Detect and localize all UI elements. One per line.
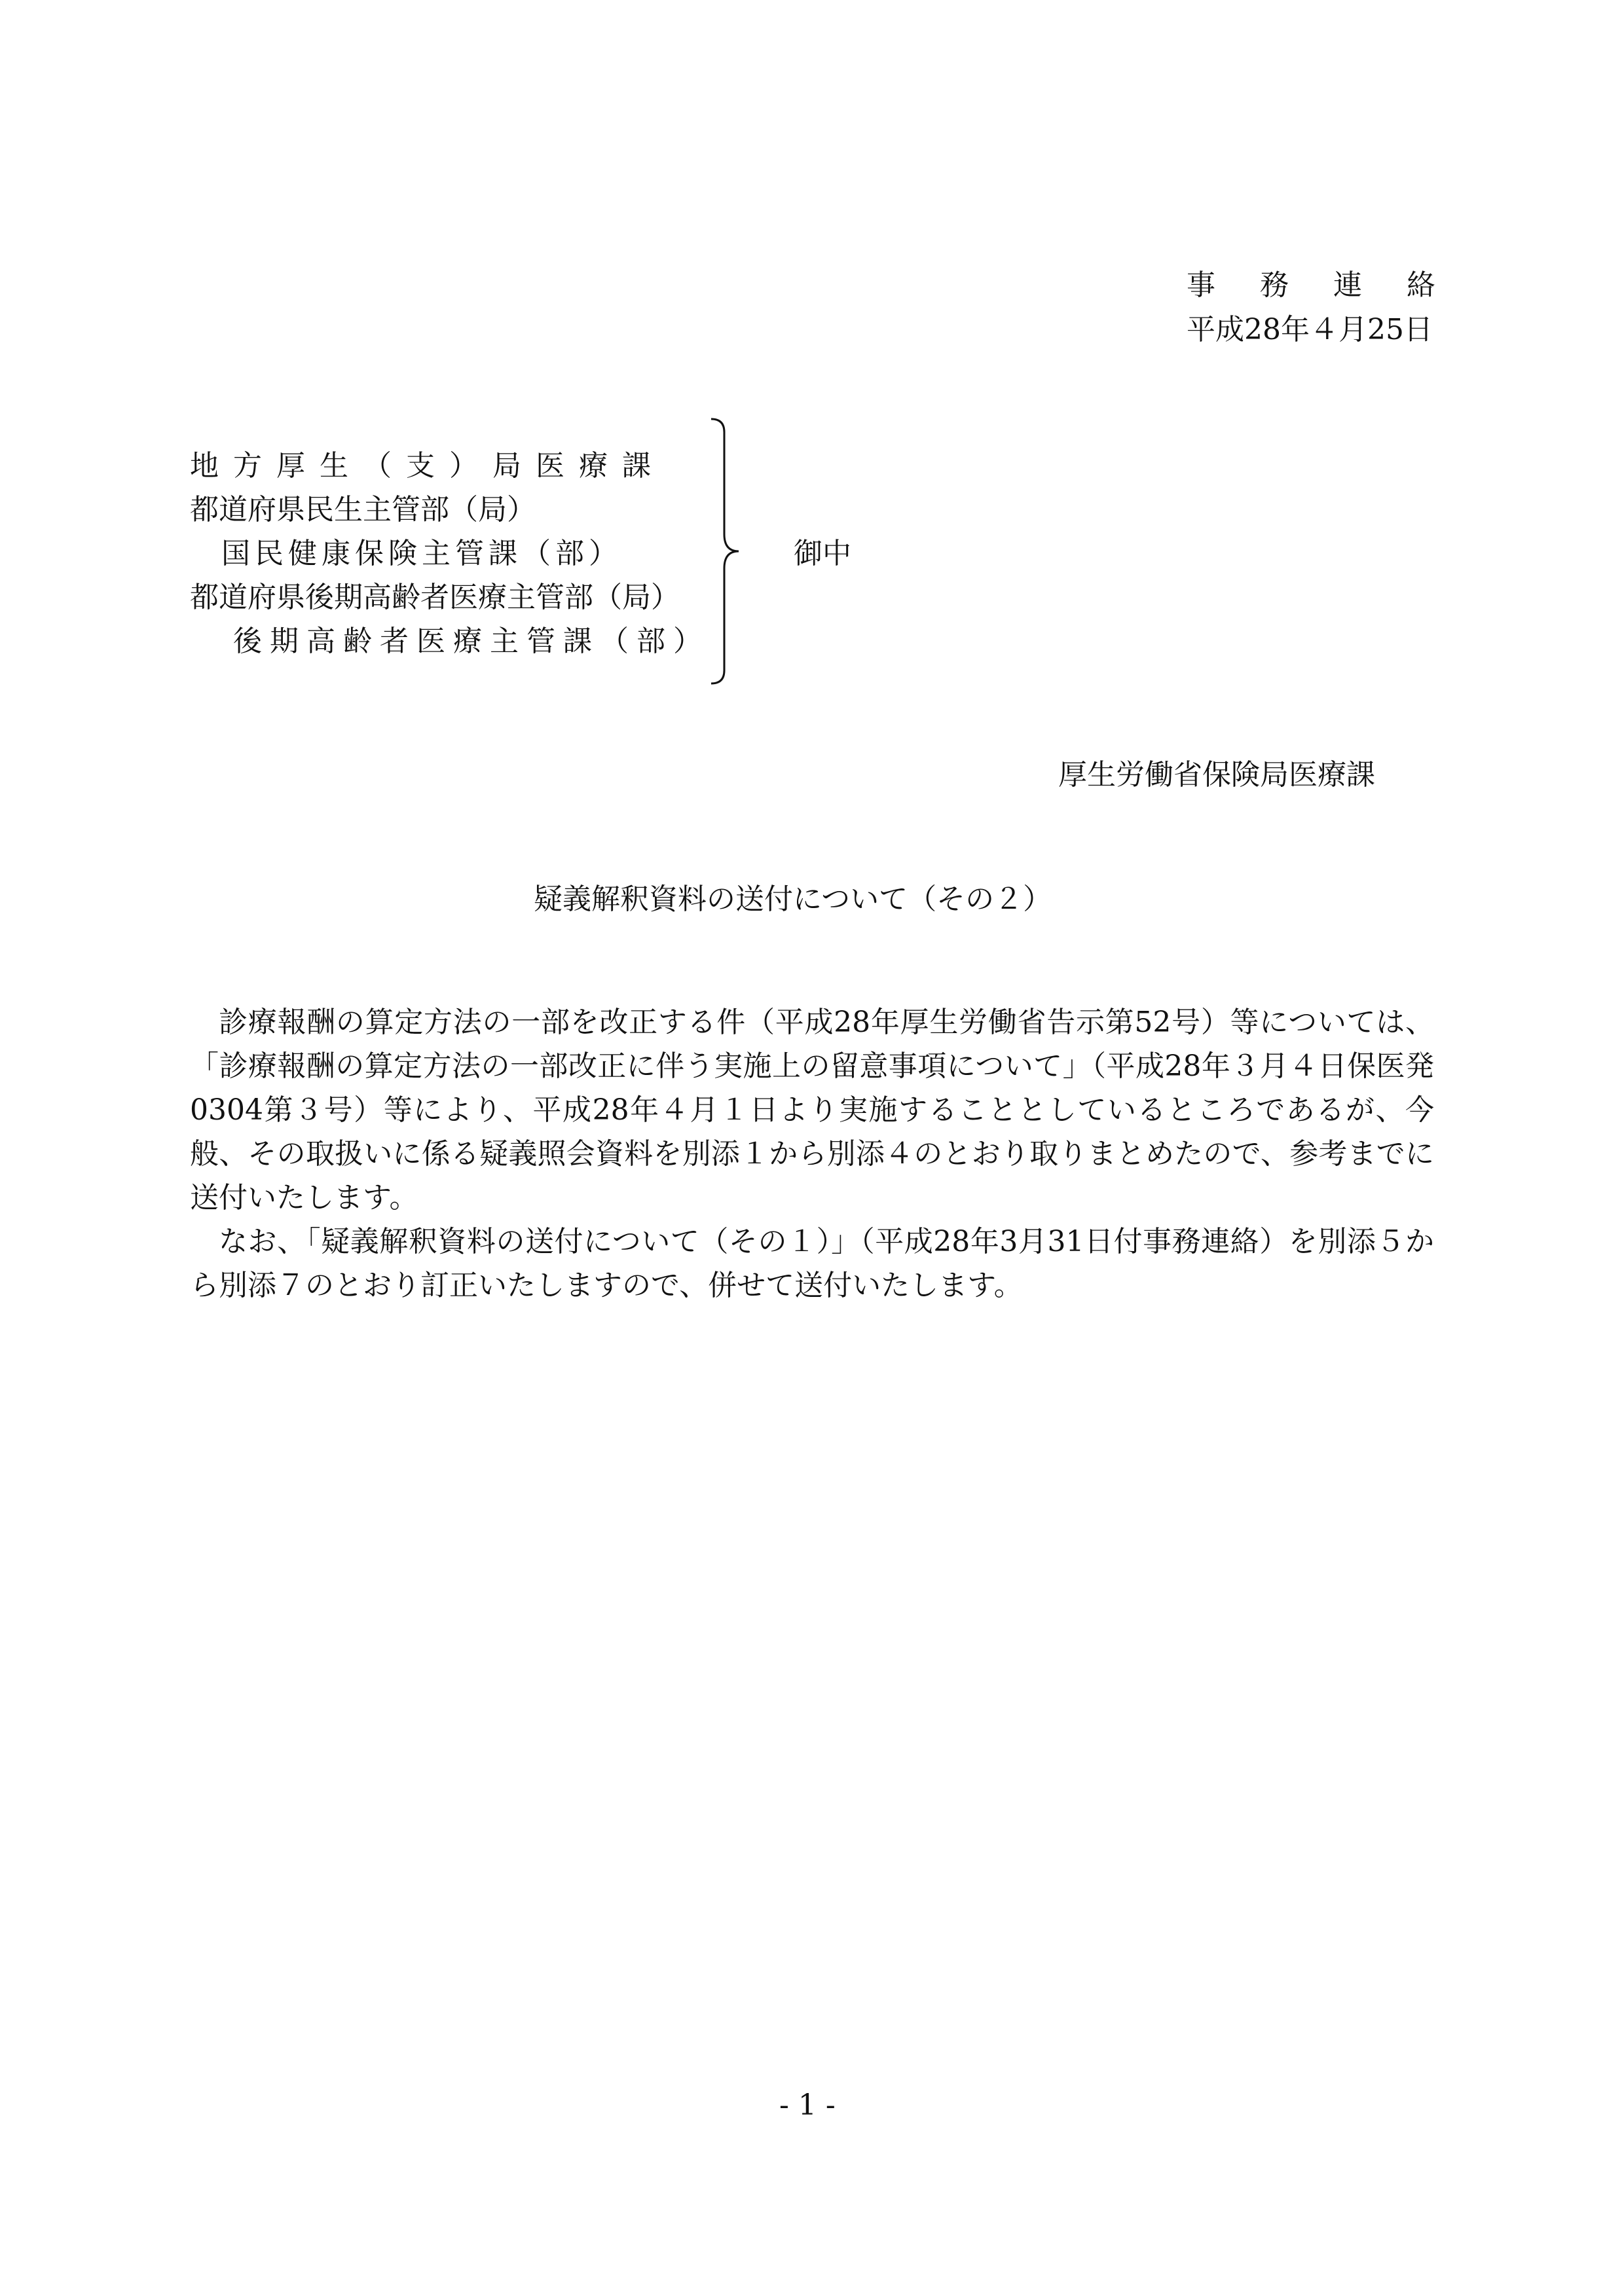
salutation: 御中 <box>794 537 851 570</box>
document-date: 平成28年４月25日 <box>1187 313 1433 346</box>
recipient-line: 後期高齢者医療主管課（部） <box>233 625 710 658</box>
recipient-line: 国民健康保険主管課（部） <box>221 537 622 570</box>
document-type-heading <box>1187 262 1435 309</box>
document-subject: 疑義解釈資料の送付について（その２） <box>534 883 1052 916</box>
right-curly-brace <box>707 416 747 686</box>
document-type-char: 連 <box>1333 268 1362 302</box>
recipient-line: 都道府県民生主管部（局） <box>190 493 536 526</box>
body-paragraph: なお、「疑義解釈資料の送付について（その１）」（平成28年3月31日付事務連絡）を別添５から別添７のとおり訂正いたしますので、併せて送付いたします。 <box>190 1225 1434 1302</box>
document-type-char: 事 <box>1187 268 1215 302</box>
page-number: - 1 - <box>779 2088 836 2122</box>
body-paragraph: 診療報酬の算定方法の一部を改正する件（平成28年厚生労働省告示第52号）等については、「診療報酬の算定方法の一部改正に伴う実施上の留意事項について」（平成28年３月４日保医発0304第３号）等により、平成28年４月１日より実施することとしているところであるが、今般、その取扱いに係る疑義照会資料を別添１から別添４のとおり取りまとめたので、参考までに送付いたします。 <box>190 1006 1434 1214</box>
recipient-line: 都道府県後期高齢者医療主管部（局） <box>190 581 680 614</box>
recipient-line: 地方厚生（支）局医療課 <box>190 449 665 483</box>
sender-department: 厚生労働省保険局医療課 <box>1058 758 1375 792</box>
document-type-char: 務 <box>1260 268 1289 302</box>
document-type-char: 絡 <box>1407 268 1435 302</box>
document-body <box>190 1000 1434 1307</box>
